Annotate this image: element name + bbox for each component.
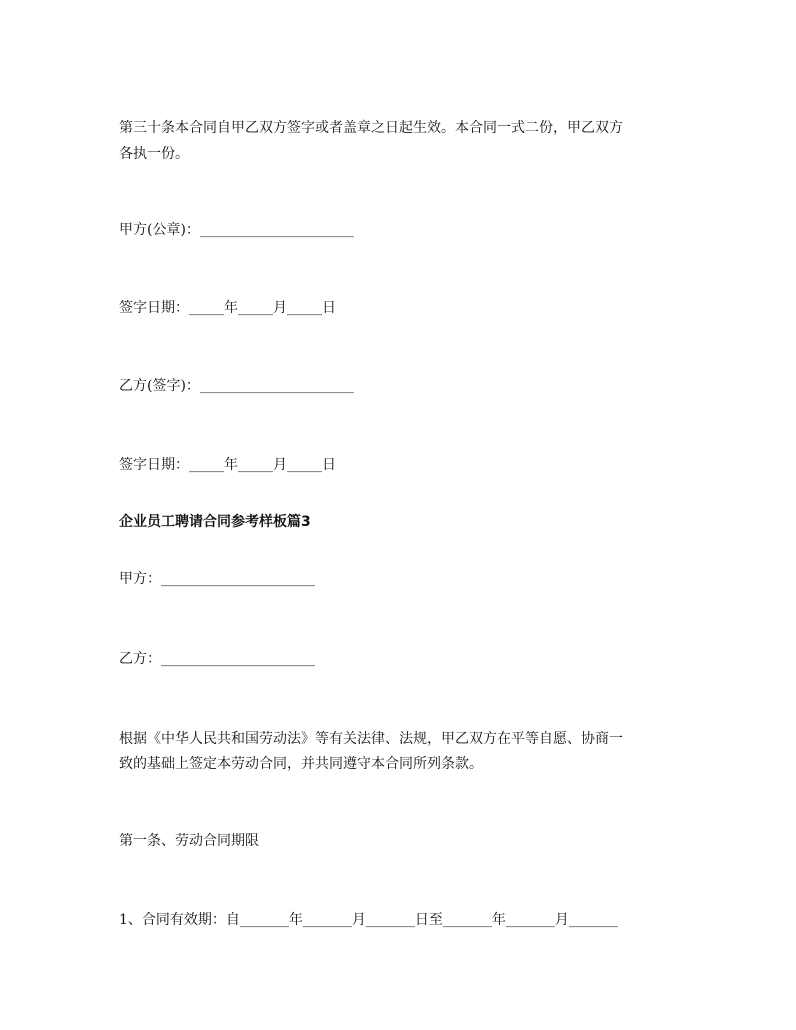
preamble-line2: 致的基础上签定本劳动合同，并共同遵守本合同所列条款。	[119, 756, 483, 772]
article1-title: 第一条、劳动合同期限	[119, 833, 259, 849]
party-a-line: 甲方：______________________	[119, 571, 315, 587]
party-b-line: 乙方：______________________	[119, 651, 315, 667]
section-title: 企业员工聘请合同参考样板篇3	[119, 514, 311, 530]
article30-line2: 各执一份。	[119, 146, 189, 162]
party-a-seal-line: 甲方(公章)：______________________	[119, 222, 354, 238]
party-b-sign-line: 乙方(签字)：______________________	[119, 378, 354, 394]
sign-date-line-2: 签字日期：_____年_____月_____日	[119, 457, 336, 473]
clause-1-1: 1、合同有效期：自_______年_______月_______日至_______年_______月_______	[119, 912, 618, 928]
preamble-line1: 根据《中华人民共和国劳动法》等有关法律、法规，甲乙双方在平等自愿、协商一	[119, 731, 623, 747]
article30-line1: 第三十条本合同自甲乙双方签字或者盖章之日起生效。本合同一式二份，甲乙双方	[119, 120, 623, 136]
sign-date-line-1: 签字日期：_____年_____月_____日	[119, 300, 336, 316]
